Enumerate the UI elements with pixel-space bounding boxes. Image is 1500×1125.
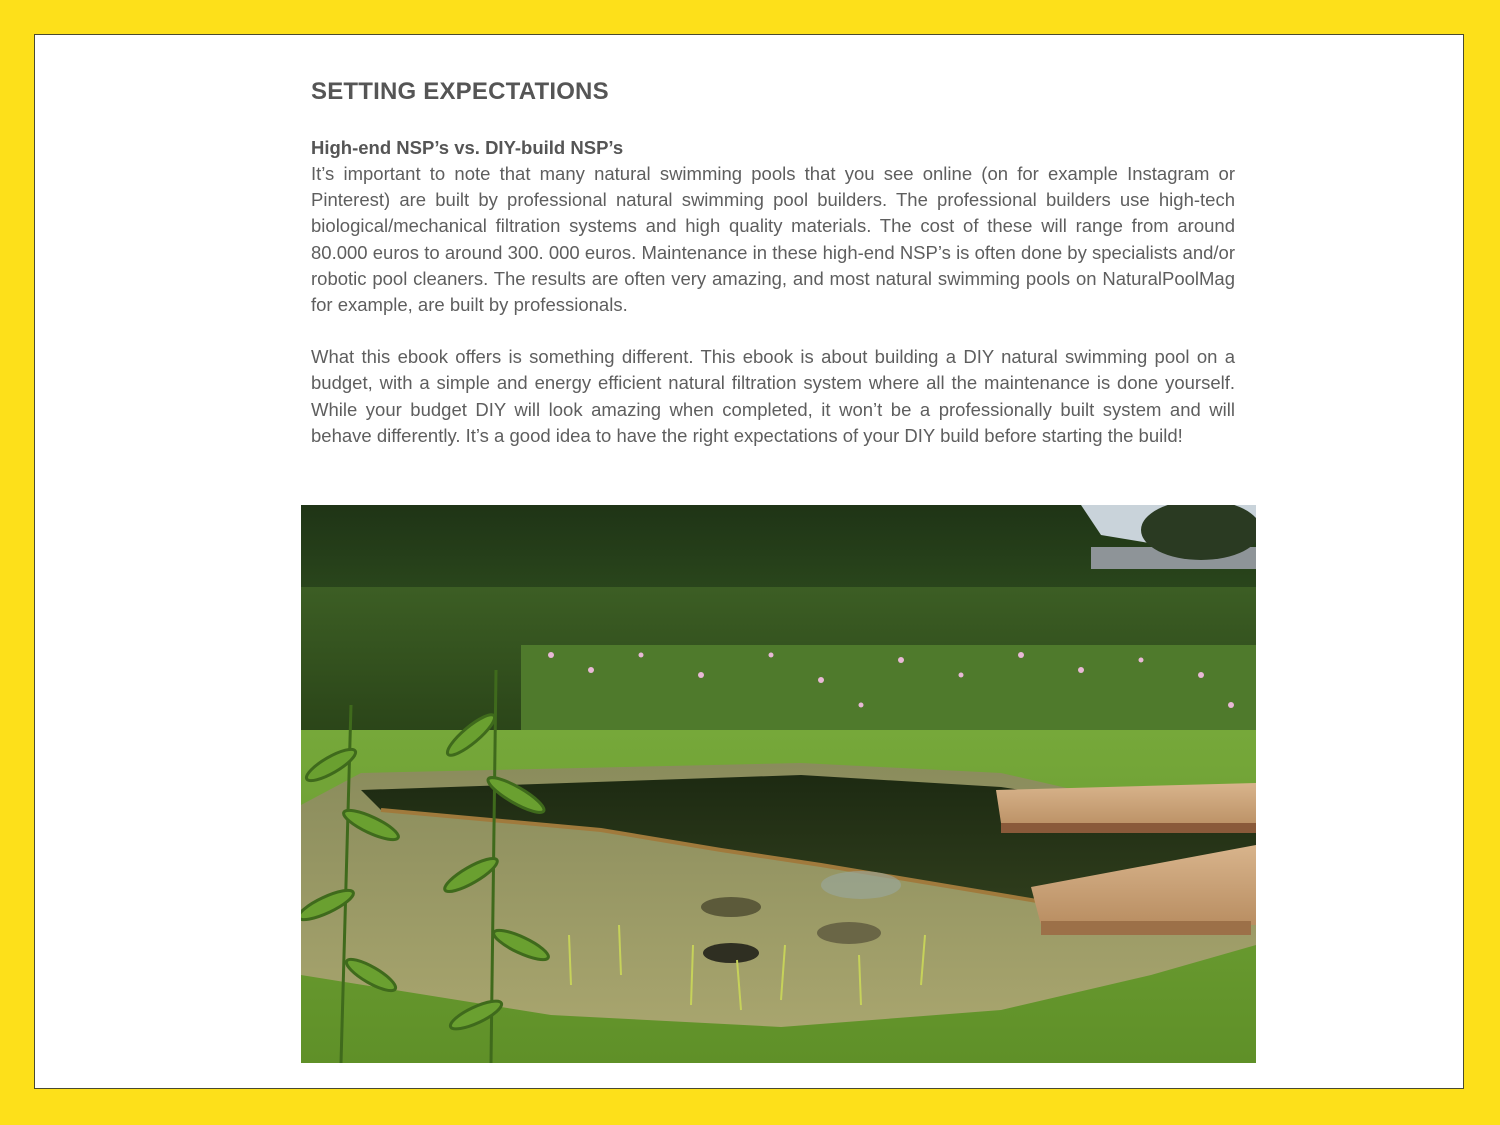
photo-lily-pad bbox=[701, 897, 761, 917]
section-subheading: High-end NSP’s vs. DIY-build NSP’s bbox=[311, 137, 624, 158]
photo-deck-upper-side bbox=[1001, 823, 1256, 833]
paragraph-diy: What this ebook offers is something different. This ebook is about building a DIY natural swimming pool on a budget, with a simple and energy efficient natural filtration system where all the maintenance is done yourself. While your budget DIY will look amazing when completed, it won’t be a professionally built system and will behave differently. It’s a good idea to have the right expectations of your DIY build before starting the build! bbox=[311, 346, 1235, 446]
page-content bbox=[311, 75, 1235, 449]
photo-lily-pad bbox=[817, 922, 881, 944]
photo-deck-upper bbox=[996, 783, 1256, 830]
photo-fountain-splash bbox=[821, 871, 901, 899]
photo-lily-pad bbox=[703, 943, 759, 963]
photo-deck-lower-side bbox=[1041, 921, 1251, 935]
page-title: SETTING EXPECTATIONS bbox=[311, 78, 609, 105]
paragraph-high-end: It’s important to note that many natural swimming pools that you see online (on for example Instagram or Pinterest) are built by professional natural swimming pool builders. The professional builders use high-tech biological/mechanical filtration systems and high quality materials. The cost of these will range from around 80.000 euros to around 300. 000 euros. Maintenance in these high-end NSP’s is often done by specialists and/or robotic pool cleaners. The results are often very amazing, and most natural swimming pools on NaturalPoolMag for example, are built by professionals. bbox=[311, 163, 1235, 316]
document-page bbox=[34, 34, 1464, 1089]
natural-pool-photo bbox=[301, 505, 1256, 1063]
